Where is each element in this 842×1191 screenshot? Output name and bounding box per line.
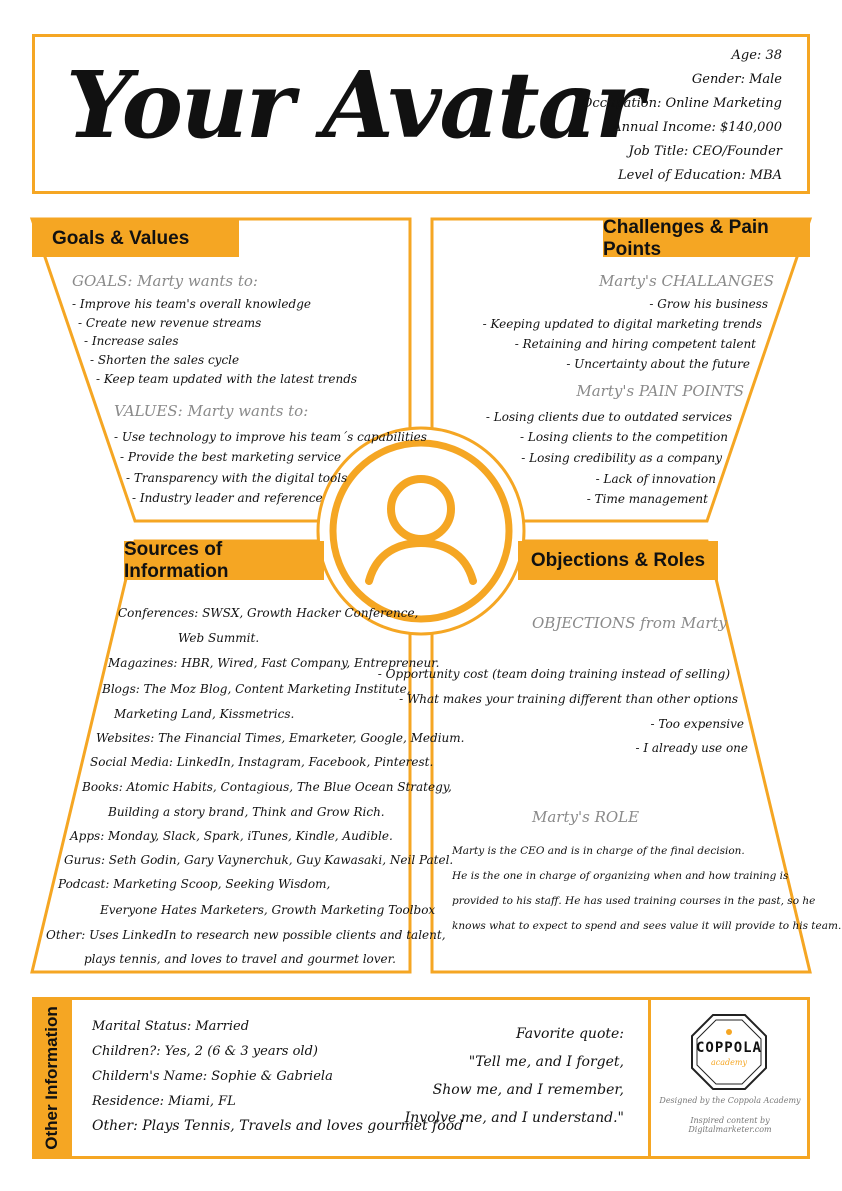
source-line: Social Media: LinkedIn, Instagram, Facebook, Pinterest. xyxy=(90,755,434,769)
pain-item: - Losing credibility as a company xyxy=(521,451,722,465)
role-line: provided to his staff. He has used training courses in the past, so he xyxy=(452,895,816,907)
source-line: Books: Atomic Habits, Contagious, The Blue Ocean Strategy, xyxy=(82,780,452,794)
goal-item: - Increase sales xyxy=(84,334,179,348)
source-line: Blogs: The Moz Blog, Content Marketing Institute, xyxy=(102,682,411,696)
value-item: - Transparency with the digital tools xyxy=(126,471,348,485)
tab-challenges-label: Challenges & Pain Points xyxy=(603,216,769,260)
fact-job-title: Job Title: CEO/Founder xyxy=(628,144,782,159)
logo-tagline: academy xyxy=(711,1058,747,1067)
page-title: Your Avatar xyxy=(66,51,642,159)
quote-heading: Favorite quote: xyxy=(515,1026,624,1042)
fact-education: Level of Education: MBA xyxy=(618,168,782,183)
quote-line: Show me, and I remember, xyxy=(432,1082,624,1098)
objection-item: - What makes your training different than other options xyxy=(399,692,738,706)
pain-item: - Losing clients due to outdated services xyxy=(485,410,732,424)
source-line: Building a story brand, Think and Grow Rich. xyxy=(108,805,385,819)
children-names: Childern's Name: Sophie & Gabriela xyxy=(92,1069,333,1084)
challenge-item: - Keeping updated to digital marketing trends xyxy=(482,317,762,331)
goal-item: - Create new revenue streams xyxy=(78,316,262,330)
source-line: plays tennis, and loves to travel and gourmet lover. xyxy=(84,952,396,966)
tab-challenges xyxy=(603,216,810,260)
values-heading: VALUES: Marty wants to: xyxy=(114,402,309,420)
fact-gender: Gender: Male xyxy=(691,72,782,87)
quote-line: Involve me, and I understand." xyxy=(404,1110,624,1126)
objections-heading: OBJECTIONS from Marty xyxy=(532,614,727,632)
source-line: Marketing Land, Kissmetrics. xyxy=(114,707,295,721)
marital-status: Marital Status: Married xyxy=(92,1019,250,1034)
role-line: He is the one in charge of organizing when and how training is xyxy=(452,870,789,882)
value-item: - Provide the best marketing service xyxy=(120,450,342,464)
role-line: knows what to expect to spend and sees value it will provide to his team. xyxy=(452,920,842,932)
logo-divider xyxy=(648,999,651,1157)
value-item: - Industry leader and reference xyxy=(132,491,323,505)
source-line: Web Summit. xyxy=(178,631,260,645)
goals-heading: GOALS: Marty wants to: xyxy=(72,272,258,290)
tab-sources-label: Sources of Information xyxy=(124,538,229,582)
pain-item: - Time management xyxy=(586,492,708,506)
tab-objections-label: Objections & Roles xyxy=(530,549,706,571)
goal-item: - Keep team updated with the latest trends xyxy=(96,372,358,386)
pain-item: - Losing clients to the competition xyxy=(519,430,728,444)
tab-objections xyxy=(518,541,718,580)
credit-content: Inspired content by Digitalmarketer.com xyxy=(688,1116,772,1134)
residence: Residence: Miami, FL xyxy=(92,1094,236,1109)
goal-item: - Shorten the sales cycle xyxy=(90,353,240,367)
pain-item: - Lack of innovation xyxy=(595,472,716,486)
logo-name: COPPOLA xyxy=(695,1040,762,1056)
fact-occupation: Occupation: Online Marketing xyxy=(581,96,782,111)
challenges-heading: Marty's CHALLANGES xyxy=(598,272,774,290)
challenge-item: - Grow his business xyxy=(649,297,768,311)
other-hobbies: Other: Plays Tennis, Travels and loves gourmet food xyxy=(92,1118,464,1134)
objection-item: - Too expensive xyxy=(650,717,744,731)
source-line: Gurus: Seth Godin, Gary Vaynerchuk, Guy Kawasaki, Neil Patel. xyxy=(64,853,454,867)
objection-item: - Opportunity cost (team doing training instead of selling) xyxy=(377,667,730,681)
source-line: Conferences: SWSX, Growth Hacker Conference, xyxy=(118,606,419,620)
quote-line: "Tell me, and I forget, xyxy=(468,1054,624,1070)
role-line: Marty is the CEO and is in charge of the final decision. xyxy=(452,845,745,857)
challenge-item: - Retaining and hiring competent talent xyxy=(514,337,756,351)
challenge-item: - Uncertainty about the future xyxy=(566,357,750,371)
fact-age: Age: 38 xyxy=(731,48,782,63)
source-line: Other: Uses LinkedIn to research new possible clients and talent, xyxy=(46,928,446,942)
role-heading: Marty's ROLE xyxy=(532,808,640,826)
tab-sources xyxy=(124,538,324,582)
children: Children?: Yes, 2 (6 & 3 years old) xyxy=(92,1044,318,1059)
fact-income: Annual Income: $140,000 xyxy=(612,120,782,135)
user-icon xyxy=(341,451,501,611)
tab-goals-values-label: Goals & Values xyxy=(52,227,190,249)
source-line: Podcast: Marketing Scoop, Seeking Wisdom, xyxy=(58,877,331,891)
goal-item: - Improve his team's overall knowledge xyxy=(72,297,311,311)
value-item: - Use technology to improve his team´s capabilities xyxy=(114,430,427,444)
tab-goals-values xyxy=(32,220,239,257)
favorite-quote xyxy=(405,1020,624,1132)
pain-heading: Marty's PAIN POINTS xyxy=(576,382,744,400)
credit-designer: Designed by the Coppola Academy xyxy=(659,1096,801,1105)
source-line: Everyone Hates Marketers, Growth Marketing Toolbox xyxy=(100,903,436,917)
source-line: Apps: Monday, Slack, Spark, iTunes, Kindle, Audible. xyxy=(70,829,393,843)
other-info-tab-label: Other Information xyxy=(42,1006,61,1150)
source-line: Magazines: HBR, Wired, Fast Company, Entrepreneur. xyxy=(108,656,440,670)
source-line: Websites: The Financial Times, Emarketer, Google, Medium. xyxy=(96,731,465,745)
objection-item: - I already use one xyxy=(635,741,748,755)
